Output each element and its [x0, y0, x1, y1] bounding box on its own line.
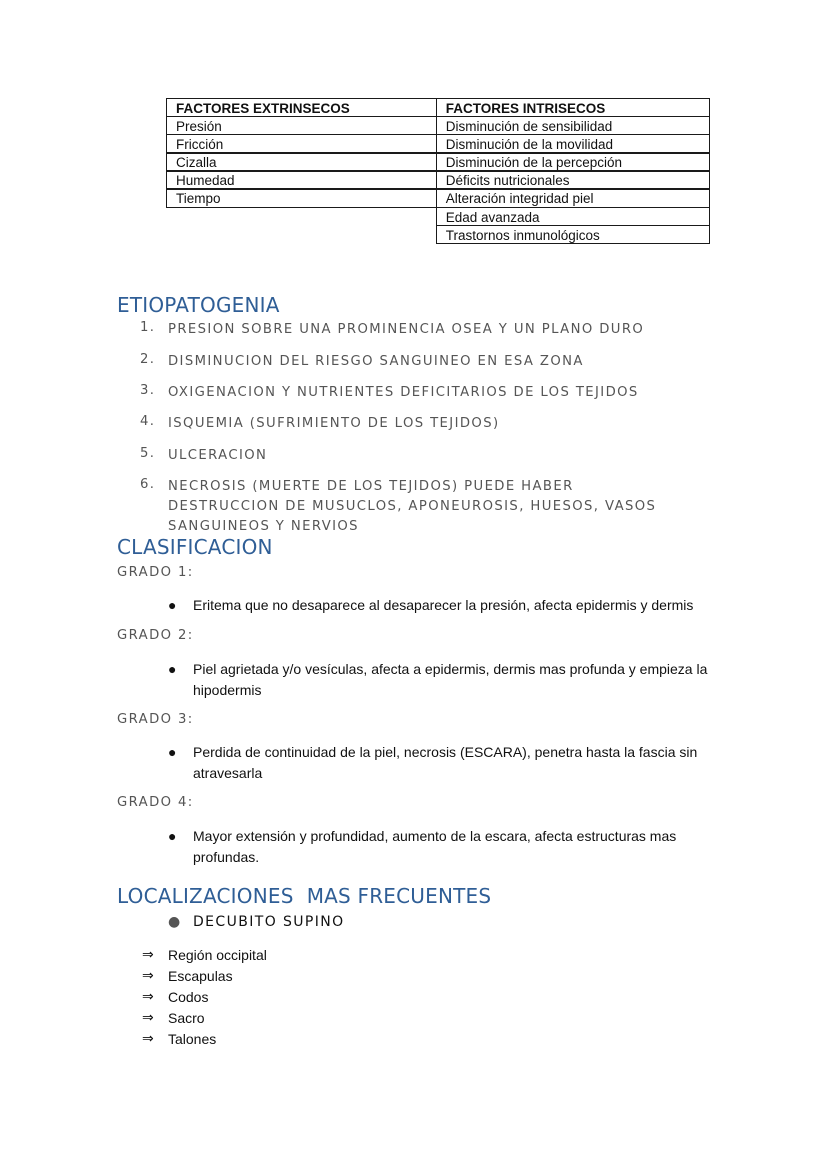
- intrinsic-cell: Déficits nutricionales: [436, 170, 710, 189]
- bullet-text: Perdida de continuidad de la piel, necrosis (ESCARA), penetra hasta la fascia sin atravesarla: [193, 744, 698, 781]
- extrinsic-column: [166, 98, 437, 208]
- intrinsic-cell: Edad avanzada: [436, 207, 710, 226]
- extrinsic-cell: Tiempo: [166, 188, 437, 207]
- list-number: 1.: [140, 320, 156, 335]
- position-label: DECUBITO SUPINO: [193, 914, 345, 930]
- list-text: ULCERACION: [168, 448, 268, 463]
- factors-table: [166, 98, 710, 255]
- grado-label: GRADO 1:: [117, 565, 194, 580]
- etiopatogenia-heading: ETIOPATOGENIA: [117, 293, 280, 317]
- intrinsic-cell: Trastornos inmunológicos: [436, 225, 710, 244]
- location-label: Región occipital: [168, 947, 267, 963]
- localizaciones-heading: LOCALIZACIONES MAS FRECUENTES: [117, 884, 492, 908]
- list-number: 3.: [140, 383, 156, 398]
- list-text: ISQUEMIA (SUFRIMIENTO DE LOS TEJIDOS): [168, 416, 500, 431]
- bullet-icon: ●: [168, 661, 177, 677]
- list-number: 6.: [140, 477, 156, 492]
- list-number: 4.: [140, 414, 156, 429]
- intrinsic-header: FACTORES INTRISECOS: [436, 98, 710, 117]
- bullet-icon: ●: [168, 744, 177, 760]
- list-text: OXIGENACION Y NUTRIENTES DEFICITARIOS DE LOS TEJIDOS: [168, 385, 639, 400]
- bullet-text: Eritema que no desaparece al desaparecer la presión, afecta epidermis y dermis: [193, 597, 694, 613]
- clasificacion-heading: CLASIFICACION: [117, 535, 273, 559]
- double-right-arrow-icon: ⇒: [142, 1010, 154, 1026]
- extrinsic-header: FACTORES EXTRINSECOS: [166, 98, 437, 117]
- intrinsic-cell: Disminución de la percepción: [436, 152, 710, 171]
- bullet-icon: ●: [168, 914, 182, 930]
- grado-label: GRADO 3:: [117, 712, 194, 727]
- intrinsic-cell: Disminución de la movilidad: [436, 134, 710, 153]
- list-text: NECROSIS (MUERTE DE LOS TEJIDOS) PUEDE HABER DESTRUCCION DE MUSUCLOS, APONEUROSIS, HUESOS, VASOS SANGUINEOS Y NERVIOS: [168, 479, 657, 534]
- bullet-icon: ●: [168, 828, 177, 844]
- location-label: Escapulas: [168, 968, 233, 984]
- bullet-icon: ●: [168, 597, 177, 613]
- list-text: DISMINUCION DEL RIESGO SANGUINEO EN ESA ZONA: [168, 354, 584, 369]
- grado-label: GRADO 2:: [117, 628, 194, 643]
- intrinsic-column: [437, 98, 710, 244]
- list-number: 2.: [140, 352, 156, 367]
- double-right-arrow-icon: ⇒: [142, 989, 154, 1005]
- double-right-arrow-icon: ⇒: [142, 947, 154, 963]
- list-number: 5.: [140, 446, 156, 461]
- double-right-arrow-icon: ⇒: [142, 968, 154, 984]
- extrinsic-cell: Humedad: [166, 170, 437, 189]
- bullet-text: Piel agrietada y/o vesículas, afecta a epidermis, dermis mas profunda y empieza la hipodermis: [193, 661, 708, 698]
- extrinsic-cell: Presión: [166, 116, 437, 135]
- grado-label: GRADO 4:: [117, 795, 194, 810]
- list-text: PRESION SOBRE UNA PROMINENCIA OSEA Y UN PLANO DURO: [168, 322, 645, 337]
- bullet-text: Mayor extensión y profundidad, aumento de la escara, afecta estructuras mas profundas.: [193, 828, 677, 865]
- extrinsic-cell: Cizalla: [166, 152, 437, 171]
- double-right-arrow-icon: ⇒: [142, 1031, 154, 1047]
- location-label: Sacro: [168, 1010, 205, 1026]
- location-label: Talones: [168, 1031, 217, 1047]
- intrinsic-cell: Alteración integridad piel: [436, 188, 710, 207]
- extrinsic-cell: Fricción: [166, 134, 437, 153]
- location-label: Codos: [168, 989, 209, 1005]
- intrinsic-cell: Disminución de sensibilidad: [436, 116, 710, 135]
